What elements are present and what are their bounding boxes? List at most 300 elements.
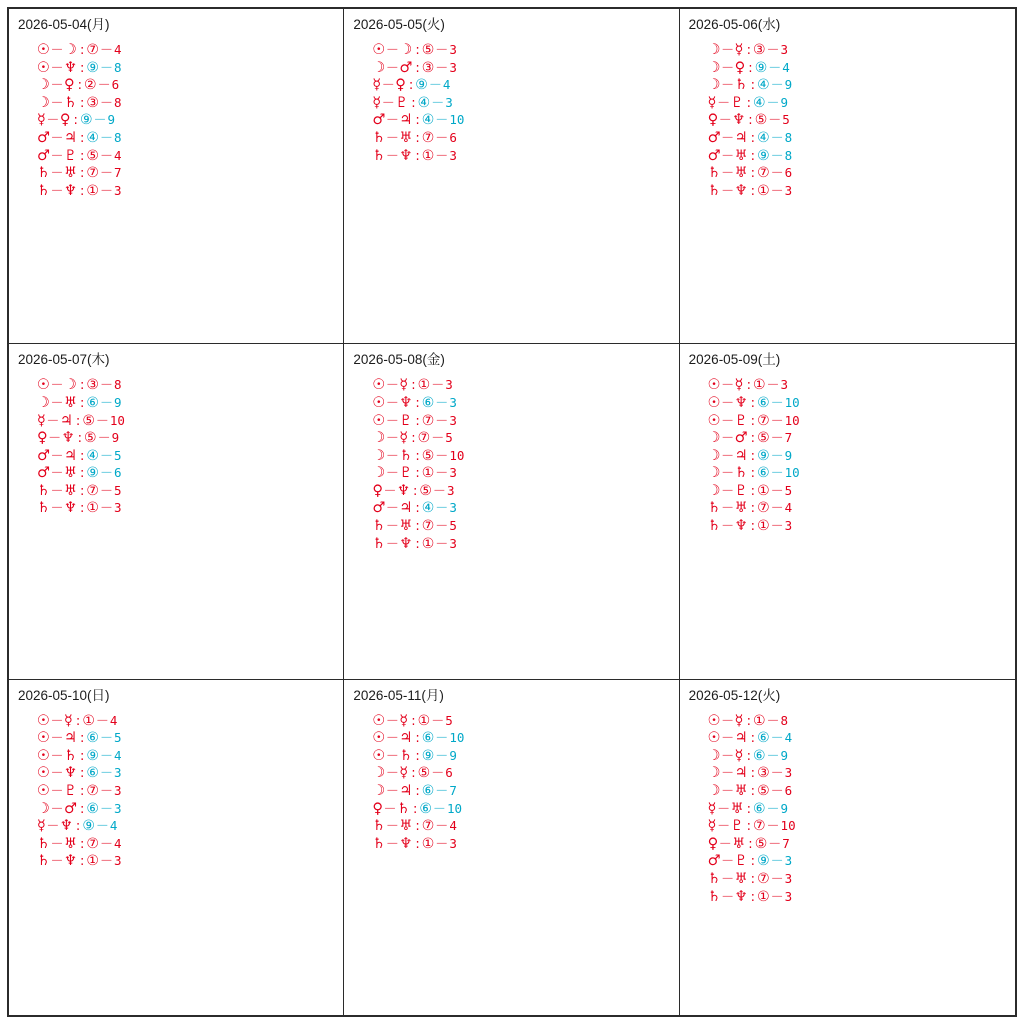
aspect-code: ① [752, 377, 766, 394]
planet2-glyph: ♇ [734, 412, 748, 429]
orb-separator-dash: － [99, 395, 113, 411]
aspect-code: ⑨ [86, 59, 99, 76]
orb-separator-dash: － [770, 854, 784, 870]
orb-value: 4 [109, 712, 118, 728]
planet2-glyph: ♃ [399, 112, 413, 129]
aspect-code: ② [84, 77, 97, 94]
planet1-glyph: ☉ [37, 765, 50, 782]
planet1-glyph: ☿ [707, 800, 717, 817]
orb-separator-dash: － [770, 448, 784, 464]
orb-separator-dash: － [431, 378, 445, 394]
orb-value: 8 [784, 129, 793, 145]
orb-value: 3 [113, 783, 122, 799]
orb-separator-dash: － [770, 483, 784, 499]
orb-value: 10 [784, 465, 800, 481]
orb-separator-dash: － [99, 378, 113, 394]
planet1-glyph: ☉ [37, 42, 50, 58]
aspect-separator-dash: － [385, 766, 399, 782]
planet1-glyph: ☉ [37, 712, 50, 729]
aspect-code: ⑦ [86, 165, 99, 182]
planet1-glyph: ♄ [707, 888, 721, 905]
aspect-code: ⑤ [86, 147, 99, 164]
aspect-code: ⑥ [421, 783, 435, 800]
aspect-code: ⑨ [82, 818, 95, 835]
planet1-glyph: ☉ [372, 712, 386, 729]
orb-value: 3 [449, 535, 457, 551]
colon-separator: : [75, 413, 81, 429]
orb-value: 3 [449, 835, 457, 851]
aspect-row [708, 730, 1015, 748]
aspect-separator-dash: － [385, 130, 399, 146]
aspect-code: ⑥ [752, 800, 766, 817]
orb-value: 8 [113, 94, 122, 110]
planet1-glyph: ☉ [372, 747, 386, 764]
colon-separator: : [415, 413, 420, 429]
planet1-glyph: ☽ [707, 747, 721, 764]
orb-separator-dash: － [766, 748, 780, 764]
aspect-list [9, 42, 343, 200]
day-cell [680, 680, 1015, 1015]
aspect-separator-dash: － [50, 43, 64, 58]
colon-separator: : [750, 501, 756, 517]
orb-value: 8 [113, 59, 122, 75]
aspect-separator-dash: － [385, 395, 399, 411]
aspect-code: ④ [417, 94, 431, 111]
colon-separator: : [80, 731, 85, 747]
planet2-glyph: ♀ [734, 59, 746, 76]
aspect-separator-dash: － [721, 60, 735, 76]
aspect-separator-dash: － [721, 713, 735, 729]
planet2-glyph: ♆ [61, 430, 75, 447]
aspect-separator-dash: － [50, 148, 64, 164]
planet2-glyph: ♃ [734, 765, 748, 782]
orb-value: 3 [449, 59, 457, 75]
colon-separator: : [415, 43, 420, 58]
planet1-glyph: ♄ [372, 535, 386, 552]
planet2-glyph: ♃ [59, 412, 73, 429]
aspect-row [37, 500, 343, 518]
planet2-glyph: ♅ [399, 129, 413, 146]
orb-separator-dash: － [428, 78, 442, 94]
planet2-glyph: ♆ [64, 853, 78, 870]
aspect-row [37, 748, 343, 766]
orb-value: 3 [113, 765, 122, 781]
planet2-glyph: ♅ [734, 500, 748, 517]
planet1-glyph: ♄ [372, 835, 386, 852]
colon-separator: : [750, 766, 756, 782]
aspect-row [372, 483, 678, 501]
orb-value: 9 [107, 112, 116, 128]
planet2-glyph: ☿ [399, 377, 409, 394]
orb-separator-dash: － [770, 872, 784, 887]
aspect-code: ⑦ [421, 412, 435, 429]
planet1-glyph: ♀ [372, 800, 383, 817]
planet2-glyph: ♄ [734, 465, 748, 482]
orb-value: 3 [449, 147, 457, 163]
orb-value: 3 [446, 482, 455, 498]
colon-separator: : [750, 483, 756, 499]
planet2-glyph: ☿ [399, 712, 409, 729]
aspect-separator-dash: － [385, 731, 399, 747]
colon-separator: : [750, 130, 756, 146]
aspect-separator-dash: － [385, 413, 399, 429]
aspect-code: ③ [86, 377, 99, 394]
aspect-code: ④ [752, 94, 766, 111]
aspect-code: ⑨ [754, 59, 768, 76]
orb-value: 3 [784, 182, 793, 198]
day-date-label: 2026-05-08(金) [353, 352, 445, 368]
planet1-glyph: ☿ [372, 94, 382, 111]
planet1-glyph: ☽ [372, 465, 386, 482]
orb-separator-dash: － [768, 60, 782, 76]
aspect-separator-dash: － [721, 501, 735, 517]
day-date-label: 2026-05-11(月) [353, 687, 444, 703]
planet1-glyph: ♀ [37, 430, 48, 447]
aspect-row [37, 836, 343, 854]
planet2-glyph: ♆ [64, 765, 78, 782]
aspect-separator-dash: － [385, 501, 399, 517]
aspect-separator-dash: － [50, 501, 64, 517]
planet1-glyph: ☽ [37, 394, 50, 411]
orb-value: 4 [442, 77, 451, 93]
orb-value: 5 [113, 482, 122, 498]
aspect-separator-dash: － [721, 872, 735, 887]
orb-separator-dash: － [768, 113, 782, 129]
aspect-row [37, 148, 343, 166]
orb-separator-dash: － [435, 43, 449, 58]
colon-separator: : [750, 431, 756, 447]
aspect-code: ⑦ [757, 412, 770, 429]
planet2-glyph: ♃ [734, 129, 748, 146]
aspect-code: ① [86, 182, 99, 199]
aspect-row [708, 518, 1015, 536]
aspect-row [708, 60, 1015, 78]
orb-value: 3 [449, 465, 457, 481]
day-cell [344, 344, 679, 679]
orb-value: 6 [113, 465, 122, 481]
aspect-code: ① [752, 712, 766, 729]
day-date-label: 2026-05-06(水) [688, 17, 781, 32]
planet2-glyph: ♇ [399, 465, 413, 482]
orb-value: 6 [784, 165, 793, 181]
aspect-list [680, 713, 1015, 907]
colon-separator: : [415, 395, 420, 411]
aspect-row [37, 183, 343, 201]
orb-value: 9 [449, 747, 457, 763]
planet1-glyph: ♂ [37, 465, 50, 482]
planet2-glyph: ♆ [734, 888, 748, 905]
aspect-row [372, 818, 678, 836]
orb-separator-dash: － [770, 766, 784, 782]
aspect-separator-dash: － [721, 519, 735, 535]
aspect-row [372, 148, 678, 166]
aspect-separator-dash: － [385, 536, 399, 552]
aspect-list [344, 713, 678, 854]
aspect-row [372, 130, 678, 148]
aspect-code: ⑤ [417, 765, 431, 782]
colon-separator: : [408, 78, 414, 94]
aspect-code: ⑤ [84, 430, 97, 447]
day-date-label: 2026-05-09(土) [688, 352, 781, 368]
aspect-code: ⑨ [86, 465, 99, 482]
orb-separator-dash: － [770, 78, 784, 94]
planet2-glyph: ♆ [399, 394, 413, 411]
aspect-separator-dash: － [721, 448, 735, 464]
planet1-glyph: ♀ [372, 482, 383, 499]
planet2-glyph: ♃ [399, 730, 413, 747]
colon-separator: : [80, 748, 85, 764]
colon-separator: : [750, 889, 756, 905]
colon-separator: : [411, 378, 416, 394]
planet2-glyph: ♆ [64, 500, 78, 517]
aspect-code: ⑦ [86, 835, 99, 852]
aspect-code: ⑨ [757, 853, 770, 870]
day-date-label: 2026-05-12(火) [688, 687, 781, 703]
planet2-glyph: ♃ [734, 730, 748, 747]
orb-value: 5 [782, 112, 790, 128]
aspect-row [708, 483, 1015, 501]
aspect-code: ④ [421, 112, 435, 129]
orb-value: 3 [784, 765, 793, 781]
aspect-list [9, 377, 343, 518]
orb-value: 9 [780, 747, 789, 763]
planet1-glyph: ☽ [707, 430, 721, 447]
aspect-row [708, 77, 1015, 95]
orb-value: 3 [449, 42, 457, 57]
aspect-separator-dash: － [385, 748, 399, 764]
colon-separator: : [750, 784, 756, 800]
aspect-row [708, 853, 1015, 871]
aspect-separator-dash: － [383, 801, 397, 817]
aspect-row [708, 801, 1015, 819]
orb-value: 7 [449, 783, 457, 799]
orb-separator-dash: － [770, 130, 784, 146]
aspect-code: ⑥ [421, 730, 435, 747]
orb-value: 3 [449, 394, 457, 410]
aspect-list [680, 377, 1015, 535]
orb-separator-dash: － [770, 466, 784, 482]
colon-separator: : [415, 836, 420, 852]
aspect-separator-dash: － [50, 183, 64, 199]
aspect-row [372, 377, 678, 395]
orb-value: 5 [113, 447, 122, 463]
colon-separator: : [750, 731, 756, 747]
aspect-row [37, 60, 343, 78]
aspect-row [372, 448, 678, 466]
orb-value: 4 [113, 747, 122, 763]
colon-separator: : [80, 183, 85, 199]
orb-value: 3 [449, 412, 457, 428]
aspect-row [372, 801, 678, 819]
colon-separator: : [77, 431, 83, 447]
colon-separator: : [411, 713, 416, 729]
aspect-separator-dash: － [383, 483, 397, 499]
aspect-row [372, 77, 678, 95]
aspect-row [372, 413, 678, 431]
colon-separator: : [80, 801, 85, 817]
colon-separator: : [415, 466, 420, 482]
orb-separator-dash: － [99, 148, 113, 164]
orb-value: 3 [784, 853, 793, 869]
aspect-code: ⑥ [421, 394, 435, 411]
planet2-glyph: ♅ [734, 165, 748, 182]
planet1-glyph: ♂ [372, 500, 386, 517]
aspect-separator-dash: － [46, 819, 60, 835]
day-cell [9, 9, 344, 344]
colon-separator: : [748, 60, 753, 76]
colon-separator: : [80, 148, 85, 164]
orb-value: 4 [784, 500, 793, 516]
planet2-glyph: ♃ [64, 447, 78, 464]
aspect-separator-dash: － [385, 60, 399, 76]
orb-separator-dash: － [770, 431, 784, 447]
planet2-glyph: ☽ [64, 377, 78, 394]
orb-value: 3 [445, 377, 453, 393]
planet2-glyph: ♄ [734, 77, 748, 94]
orb-value: 10 [449, 112, 465, 128]
aspect-row [37, 853, 343, 871]
colon-separator: : [80, 95, 85, 111]
colon-separator: : [750, 448, 756, 464]
planet1-glyph: ☿ [37, 112, 46, 129]
planet1-glyph: ☽ [372, 430, 386, 447]
aspect-row [708, 112, 1015, 130]
colon-separator: : [746, 43, 751, 58]
aspect-code: ① [417, 712, 431, 729]
aspect-row [37, 483, 343, 501]
aspect-row [372, 783, 678, 801]
aspect-code: ④ [421, 500, 435, 517]
orb-value: 10 [446, 800, 462, 816]
orb-separator-dash: － [435, 519, 449, 535]
orb-value: 8 [113, 377, 122, 393]
colon-separator: : [415, 784, 420, 800]
planet2-glyph: ♂ [399, 59, 413, 76]
planet2-glyph: ♆ [734, 394, 748, 411]
aspect-separator-dash: － [721, 148, 735, 164]
aspect-row [37, 465, 343, 483]
aspect-separator-dash: － [50, 784, 64, 800]
orb-value: 4 [113, 42, 122, 57]
orb-value: 3 [780, 377, 789, 393]
planet1-glyph: ☉ [37, 730, 50, 747]
orb-value: 5 [113, 730, 122, 746]
aspect-code: ⑦ [421, 518, 435, 535]
planet1-glyph: ☽ [707, 465, 721, 482]
aspect-code: ⑦ [421, 129, 435, 146]
aspect-code: ⑤ [82, 412, 95, 429]
planet2-glyph: ♅ [64, 165, 78, 182]
planet1-glyph: ☽ [707, 77, 721, 94]
colon-separator: : [80, 784, 85, 800]
planet1-glyph: ☽ [707, 59, 721, 76]
aspect-separator-dash: － [721, 483, 735, 499]
aspect-row [37, 395, 343, 413]
colon-separator: : [415, 148, 420, 164]
orb-separator-dash: － [770, 784, 784, 800]
planet1-glyph: ♄ [707, 182, 721, 199]
colon-separator: : [748, 113, 753, 129]
aspect-code: ⑤ [421, 447, 435, 464]
aspect-separator-dash: － [50, 60, 64, 76]
planet2-glyph: ♇ [399, 412, 413, 429]
orb-value: 10 [780, 818, 796, 834]
planet1-glyph: ☉ [372, 412, 386, 429]
planet1-glyph: ☉ [37, 59, 50, 76]
planet2-glyph: ♅ [64, 394, 78, 411]
aspect-separator-dash: － [721, 78, 735, 94]
aspect-separator-dash: － [385, 431, 399, 447]
aspect-separator-dash: － [718, 836, 732, 852]
colon-separator: : [80, 766, 85, 782]
aspect-separator-dash: － [50, 748, 64, 764]
planet1-glyph: ☽ [707, 482, 721, 499]
planet2-glyph: ♀ [64, 77, 75, 94]
aspect-row [372, 730, 678, 748]
aspect-separator-dash: － [721, 43, 735, 58]
planet2-glyph: ♄ [399, 447, 413, 464]
planet2-glyph: ☿ [734, 747, 744, 764]
planet2-glyph: ♇ [395, 94, 409, 111]
planet2-glyph: ♀ [59, 112, 71, 129]
colon-separator: : [750, 183, 756, 199]
aspect-code: ⑨ [757, 447, 770, 464]
colon-separator: : [415, 501, 420, 517]
aspect-row [37, 112, 343, 130]
colon-separator: : [415, 731, 420, 747]
aspect-row [708, 148, 1015, 166]
aspect-separator-dash: － [717, 95, 731, 111]
orb-separator-dash: － [431, 713, 445, 729]
planet1-glyph: ☿ [707, 94, 717, 111]
colon-separator: : [415, 519, 420, 535]
aspect-code: ⑤ [757, 430, 770, 447]
colon-separator: : [412, 801, 418, 817]
orb-separator-dash: － [99, 466, 113, 482]
planet1-glyph: ♂ [37, 147, 50, 164]
planet2-glyph: ♆ [399, 147, 413, 164]
aspect-row [708, 465, 1015, 483]
planet2-glyph: ♀ [395, 77, 406, 94]
day-cell [680, 344, 1015, 679]
colon-separator: : [80, 166, 85, 182]
orb-value: 10 [109, 412, 125, 428]
planet1-glyph: ☽ [372, 783, 386, 800]
aspect-separator-dash: － [50, 483, 64, 499]
aspect-row [708, 395, 1015, 413]
planet1-glyph: ☉ [372, 730, 386, 747]
orb-value: 6 [449, 129, 457, 145]
planet1-glyph: ♄ [37, 500, 50, 517]
aspect-code: ① [417, 377, 431, 394]
aspect-separator-dash: － [385, 448, 399, 464]
orb-separator-dash: － [766, 43, 780, 58]
colon-separator: : [411, 431, 416, 447]
orb-separator-dash: － [435, 819, 449, 835]
aspect-row [708, 130, 1015, 148]
aspect-row [708, 183, 1015, 201]
aspect-code: ④ [86, 447, 99, 464]
planet2-glyph: ♇ [64, 783, 78, 800]
aspect-separator-dash: － [385, 713, 399, 729]
orb-value: 9 [780, 800, 789, 816]
planet2-glyph: ♃ [734, 447, 748, 464]
aspect-row [372, 60, 678, 78]
orb-separator-dash: － [95, 713, 109, 729]
orb-separator-dash: － [99, 483, 113, 499]
orb-separator-dash: － [435, 466, 449, 482]
orb-value: 5 [445, 430, 453, 446]
